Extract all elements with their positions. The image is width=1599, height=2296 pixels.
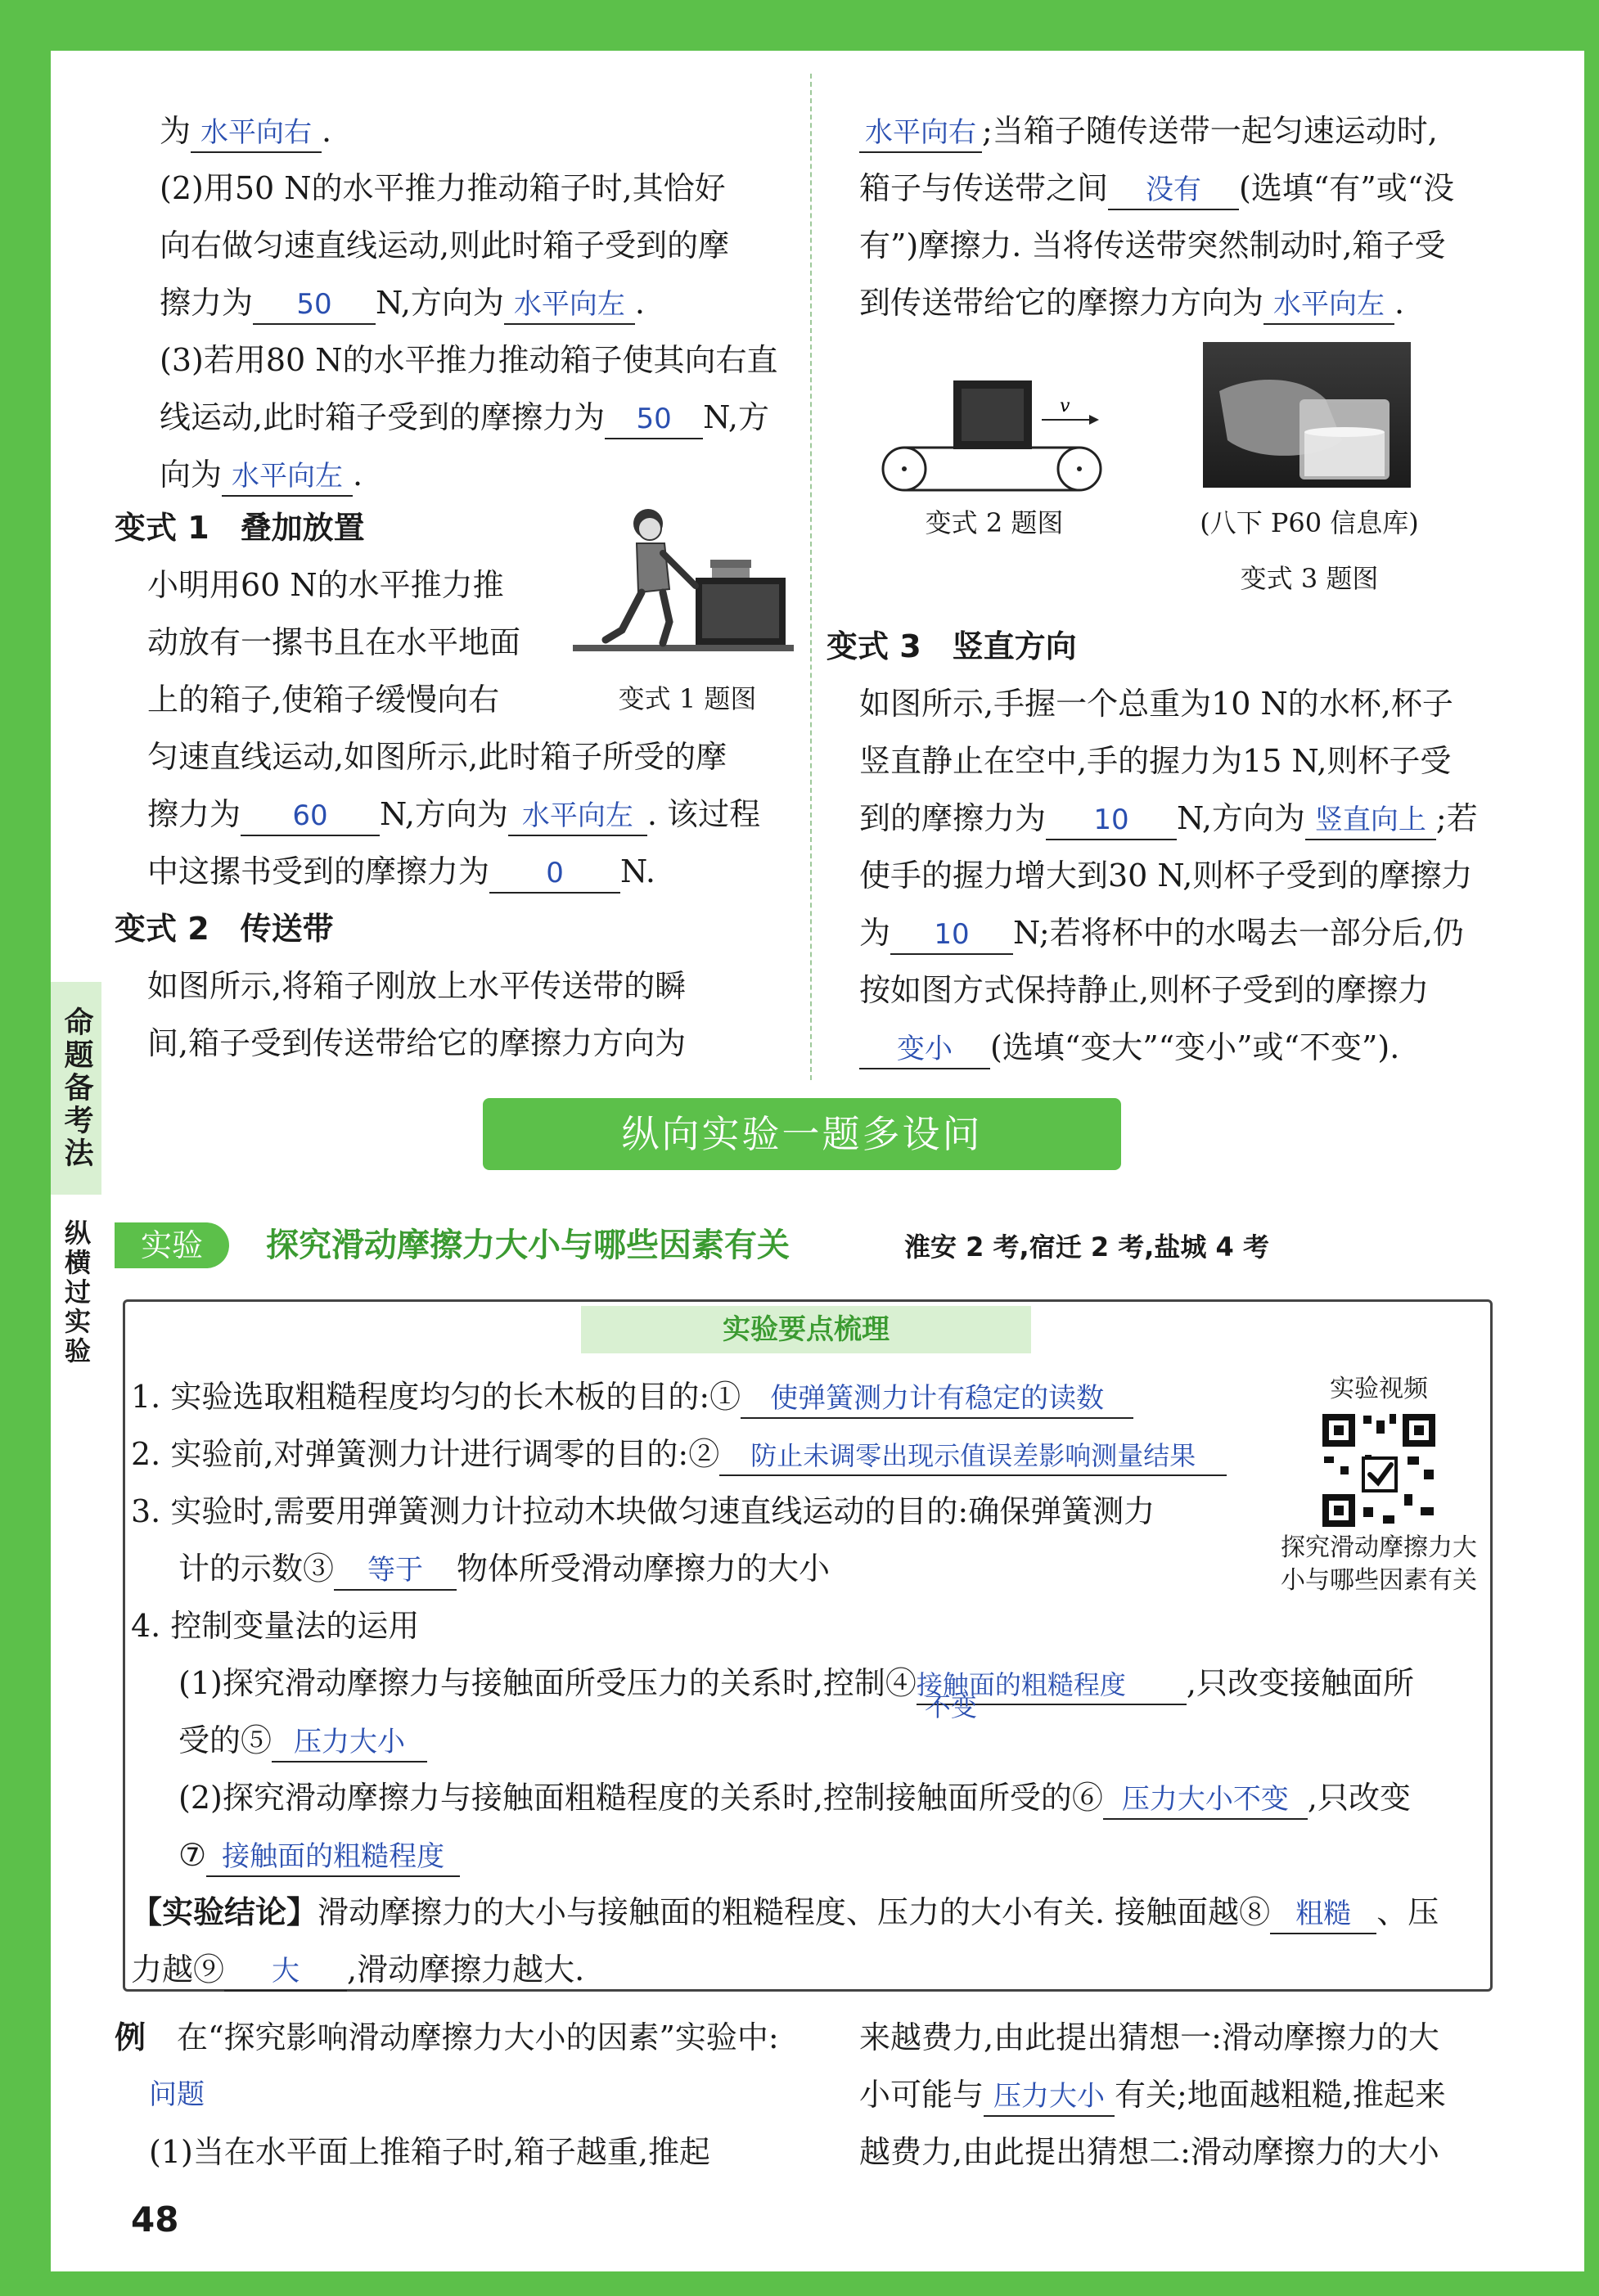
example-line: 来越费力,由此提出猜想一:滑动摩擦力的大 (859, 2019, 1439, 2055)
text: (选填“有”或“没 (1239, 170, 1455, 206)
variant-3-caption: 变式 3 题图 (1240, 563, 1379, 594)
text: N;若将杯中的水喝去一部分后,仍 (1013, 915, 1464, 951)
text: N,方向为 (380, 796, 508, 832)
variant-1-line: 动放有一摞书且在水平地面 (147, 624, 521, 660)
answer-continuation: 不变 (924, 1691, 977, 1722)
conveyor-belt-figure (880, 372, 1109, 495)
answer-blank: 没有 (1108, 171, 1239, 210)
right-column (859, 102, 1514, 331)
text: (2)探究滑动摩擦力与接触面粗糙程度的关系时,控制接触面所受的⑥ (178, 1780, 1103, 1816)
answer-blank: 使弹簧测力计有稳定的读数 (741, 1380, 1133, 1419)
text: 擦力为 (147, 796, 241, 832)
text: N. (620, 853, 655, 889)
page-frame-left (0, 0, 51, 2296)
question-tag: 问题 (149, 2078, 205, 2111)
page-number: 48 (131, 2199, 179, 2240)
velocity-label: v (1060, 396, 1070, 416)
text: 有关;地面越粗糙,推起来 (1115, 2077, 1446, 2113)
left-column (160, 102, 798, 503)
text: 滑动摩擦力的大小与接触面的粗糙程度、压力的大小有关. 接触面越⑧ (318, 1894, 1271, 1930)
variant-2-line: 有”)摩擦力. 当将传送带突然制动时,箱子受 (859, 227, 1446, 263)
text: (1)探究滑动摩擦力与接触面所受压力的关系时,控制④ (178, 1665, 917, 1701)
answer-blank: 10 (1046, 801, 1177, 840)
variant-2-heading: 变式 2 传送带 (115, 911, 334, 947)
example-line: (1)当在水平面上推箱子时,箱子越重,推起 (149, 2134, 710, 2170)
answer-blank: 变小 (859, 1030, 990, 1069)
answer-blank: 50 (605, 400, 703, 439)
point-4-line: 4. 控制变量法的运用 (131, 1608, 420, 1644)
variant-1-caption: 变式 1 题图 (618, 683, 757, 714)
answer-blank: 等于 (334, 1551, 457, 1591)
question-2-line: (2)用50 N的水平推力推动箱子时,其恰好 (160, 170, 726, 206)
example-label: 例 (115, 2019, 146, 2055)
text: N,方向为 (1177, 800, 1305, 836)
hand-holding-cup-photo (1203, 342, 1411, 488)
answer-blank: 压力大小 (272, 1723, 427, 1763)
answer-blank: 防止未调零出现示值误差影响测量结果 (719, 1437, 1227, 1476)
text: 物体所受滑动摩擦力的大小 (457, 1551, 831, 1587)
example-line: 越费力,由此提出猜想二:滑动摩擦力的大小 (859, 2134, 1439, 2170)
variant-3-line: 按如图方式保持静止,则杯子受到的摩擦力 (859, 972, 1430, 1008)
text: 为 (859, 915, 891, 951)
text: ,只改变接触面所 (1186, 1665, 1415, 1701)
text: N,方向为 (376, 285, 504, 321)
video-label: 实验视频 (1330, 1375, 1428, 1403)
text: 到传送带给它的摩擦力方向为 (859, 285, 1264, 321)
text: 为 (160, 113, 191, 149)
video-caption-line: 小与哪些因素有关 (1281, 1566, 1477, 1595)
example-left (115, 2009, 794, 2181)
text: 、压 (1376, 1894, 1439, 1930)
answer-blank: 接触面的粗糙程度 (917, 1666, 1187, 1705)
answer-blank: 10 (890, 916, 1013, 955)
answer-blank: 接触面的粗糙程度 (206, 1838, 460, 1877)
variant-3-line: 使手的握力增大到30 N,则杯子受到的摩擦力 (859, 858, 1473, 894)
text: 到的摩擦力为 (859, 800, 1047, 836)
text: 1. 实验选取粗糙程度均匀的长木板的目的:① (131, 1379, 741, 1415)
variant-3-line: 竖直静止在空中,手的握力为15 N,则杯子受 (859, 743, 1452, 779)
question-2-line: 向右做匀速直线运动,则此时箱子受到的摩 (160, 227, 730, 263)
example-right (859, 2009, 1514, 2181)
text: (选填“变大”“变小”或“不变”). (990, 1029, 1400, 1065)
conclusion-label: 【实验结论】 (131, 1893, 318, 1930)
question-3-line: (3)若用80 N的水平推力推动箱子使其向右直 (160, 342, 778, 378)
variant-3-photo-source: (八下 P60 信息库) (1200, 507, 1419, 538)
answer-blank: 粗糙 (1270, 1895, 1376, 1934)
variant-1-heading: 变式 1 叠加放置 (115, 510, 365, 546)
answer-blank: 60 (241, 797, 380, 836)
text: . (353, 457, 363, 493)
variant-2-line: 如图所示,将箱子刚放上水平传送带的瞬 (147, 968, 687, 1004)
example-intro: 在“探究影响滑动摩擦力大小的因素”实验中: (177, 2019, 779, 2055)
side-tab-bottom: 纵横过实验 (61, 1219, 92, 1366)
text: 2. 实验前,对弹簧测力计进行调零的目的:② (131, 1436, 720, 1472)
text: 小可能与 (859, 2077, 984, 2113)
answer-blank: 水平向左 (508, 797, 647, 836)
text: ;当箱子随传送带一起匀速运动时, (982, 113, 1438, 149)
variant-1-line: 匀速直线运动,如图所示,此时箱子所受的摩 (147, 739, 727, 775)
variant-3-line: 如图所示,手握一个总重为10 N的水杯,杯子 (859, 686, 1453, 722)
text: 箱子与传送带之间 (859, 170, 1109, 206)
answer-blank: 水平向右 (859, 114, 982, 153)
text: ;若 (1435, 800, 1478, 836)
text: 中这摞书受到的摩擦力为 (147, 853, 490, 889)
text: 受的⑤ (178, 1722, 273, 1758)
side-tab-top: 命题备考法 (51, 982, 101, 1195)
experiment-title: 探究滑动摩擦力大小与哪些因素有关 (266, 1227, 790, 1264)
variant-3-heading: 变式 3 竖直方向 (827, 628, 1077, 664)
answer-blank: 水平向左 (222, 457, 353, 497)
qr-code-icon[interactable] (1317, 1409, 1440, 1532)
answer-blank: 水平向右 (191, 114, 322, 153)
answer-blank: 0 (489, 854, 620, 894)
text: ,滑动摩擦力越大. (347, 1952, 585, 1988)
answer-blank: 压力大小不变 (1103, 1781, 1308, 1820)
boy-pushing-box-figure (573, 507, 794, 655)
variant-1-line: 小明用60 N的水平推力推 (147, 567, 504, 603)
answer-blank: 水平向左 (1263, 286, 1394, 325)
experiment-tag: 实验 (115, 1222, 229, 1268)
variant-1-line: 上的箱子,使箱子缓慢向右 (147, 682, 500, 718)
key-points-title: 实验要点梳理 (581, 1306, 1031, 1353)
answer-blank: 大 (224, 1952, 347, 1992)
text: 力越⑨ (131, 1952, 225, 1988)
answer-blank: 竖直向上 (1305, 801, 1436, 840)
text: 线运动,此时箱子受到的摩擦力为 (160, 399, 606, 435)
text: . (322, 113, 332, 149)
page-frame-bottom (0, 2271, 1599, 2296)
answer-blank: 压力大小 (984, 2078, 1115, 2117)
text: ⑦ (178, 1837, 207, 1873)
text: . 该过程 (646, 796, 761, 832)
answer-blank: 50 (253, 286, 376, 325)
answer-blank: 水平向左 (504, 286, 635, 325)
variant-2-body (147, 957, 802, 1072)
variant-3-body (859, 675, 1514, 1076)
variant-2-line: 间,箱子受到传送带给它的摩擦力方向为 (147, 1025, 687, 1061)
exam-sources: 淮安 2 考,宿迁 2 考,盐城 4 考 (904, 1231, 1269, 1263)
text: 计的示数③ (178, 1551, 335, 1587)
page-frame-top (0, 0, 1599, 51)
text: 擦力为 (160, 285, 254, 321)
page-frame-right (1584, 0, 1599, 2296)
video-caption-line: 探究滑动摩擦力大 (1281, 1533, 1477, 1562)
column-divider (810, 74, 812, 1080)
section-banner: 纵向实验一题多设问 (483, 1098, 1121, 1170)
video-caption (1268, 1532, 1489, 1597)
text: . (634, 285, 646, 321)
text: 向为 (160, 457, 223, 493)
point-3-line: 3. 实验时,需要用弹簧测力计拉动木块做匀速直线运动的目的:确保弹簧测力 (131, 1493, 1155, 1529)
text: N,方 (703, 399, 769, 435)
text: ,只改变 (1307, 1780, 1412, 1816)
text: . (1394, 285, 1405, 321)
variant-2-caption: 变式 2 题图 (925, 507, 1064, 538)
